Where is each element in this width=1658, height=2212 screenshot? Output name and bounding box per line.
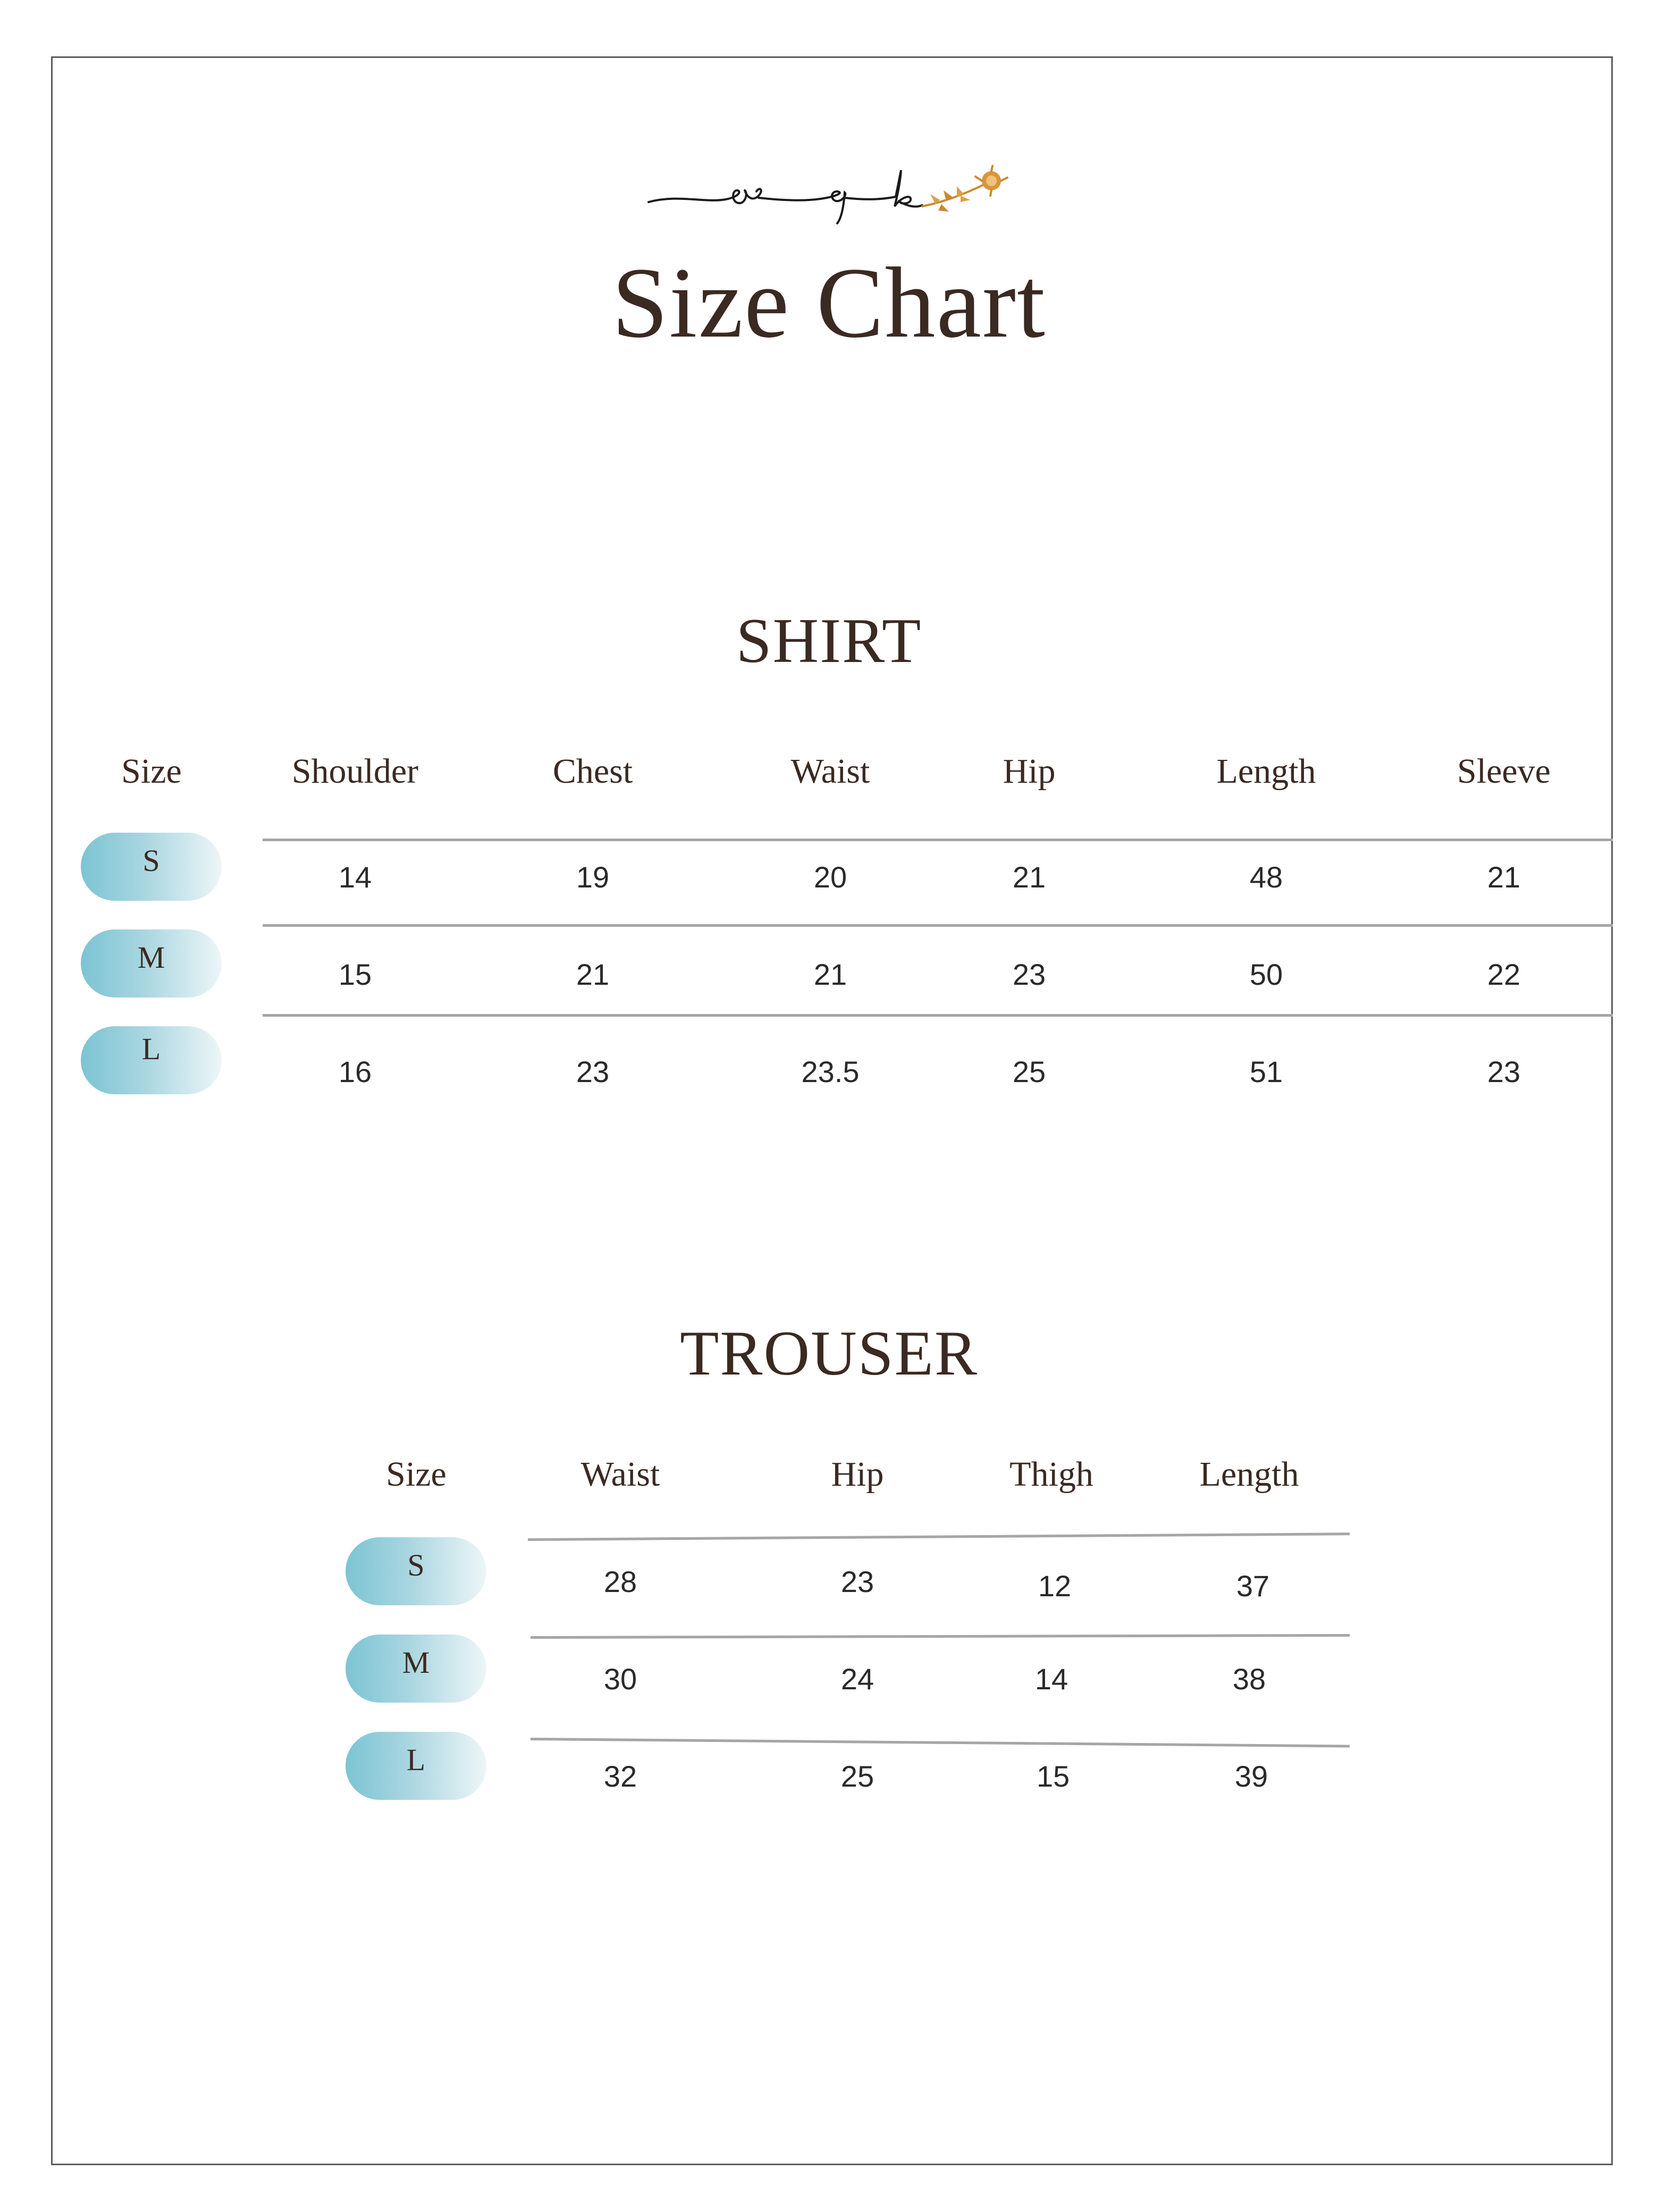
shirt-cell: 23.5 xyxy=(801,1055,860,1088)
shirt-header-size: Size xyxy=(121,752,182,791)
shirt-cell: 21 xyxy=(1012,860,1046,894)
trouser-cell: 38 xyxy=(1232,1662,1266,1696)
size-pill-s xyxy=(81,833,222,901)
trouser-cell: 30 xyxy=(603,1662,637,1696)
trouser-cell: 32 xyxy=(603,1759,637,1793)
size-pill-label: M xyxy=(137,940,165,975)
shirt-cell: 14 xyxy=(338,860,372,894)
trouser-cell: 14 xyxy=(1034,1662,1068,1696)
shirt-row-divider xyxy=(263,839,1613,841)
page-border xyxy=(51,56,1613,2165)
size-pill-s xyxy=(346,1537,486,1605)
shirt-header-shoulder: Shoulder xyxy=(291,752,419,791)
trouser-cell: 28 xyxy=(603,1565,637,1598)
size-pill-label: L xyxy=(406,1742,426,1777)
trouser-cell: 37 xyxy=(1236,1569,1270,1603)
shirt-cell: 16 xyxy=(338,1055,372,1088)
trouser-header-hip: Hip xyxy=(831,1455,884,1494)
shirt-header-length: Length xyxy=(1216,752,1316,791)
shirt-cell: 21 xyxy=(1487,860,1521,894)
shirt-cell: 15 xyxy=(338,958,372,991)
shirt-cell: 48 xyxy=(1249,860,1283,894)
shirt-cell: 50 xyxy=(1249,958,1283,991)
trouser-cell: 15 xyxy=(1036,1759,1070,1793)
trouser-section-title: TROUSER xyxy=(680,1318,978,1388)
page-title: Size Chart xyxy=(612,247,1046,359)
shirt-cell: 20 xyxy=(813,860,847,894)
size-pill-label: S xyxy=(142,843,160,878)
shirt-cell: 23 xyxy=(576,1055,610,1088)
shirt-header-chest: Chest xyxy=(552,752,633,791)
shirt-header-hip: Hip xyxy=(1003,752,1056,791)
shirt-header-waist: Waist xyxy=(790,752,870,791)
trouser-cell: 25 xyxy=(840,1759,874,1793)
size-pill-label: S xyxy=(407,1548,425,1582)
brand-logo xyxy=(646,165,1029,234)
size-pill-m xyxy=(346,1635,486,1703)
size-pill-l xyxy=(346,1732,486,1800)
shirt-cell: 21 xyxy=(576,958,610,991)
shirt-row-divider xyxy=(263,1014,1613,1017)
size-pill-label: L xyxy=(141,1032,161,1066)
shirt-section-title: SHIRT xyxy=(736,605,922,676)
shirt-header-sleeve: Sleeve xyxy=(1457,752,1551,791)
shirt-cell: 21 xyxy=(813,958,847,991)
shirt-cell: 23 xyxy=(1012,958,1046,991)
trouser-header-length: Length xyxy=(1199,1455,1299,1494)
shirt-cell: 51 xyxy=(1249,1055,1283,1088)
shirt-cell: 19 xyxy=(576,860,610,894)
size-pill-label: M xyxy=(402,1645,430,1680)
shirt-cell: 22 xyxy=(1487,958,1521,991)
shirt-cell: 25 xyxy=(1012,1055,1046,1088)
trouser-cell: 23 xyxy=(840,1565,874,1598)
shirt-cell: 23 xyxy=(1487,1055,1521,1088)
trouser-cell: 39 xyxy=(1234,1759,1268,1793)
size-pill-l xyxy=(81,1026,222,1094)
trouser-cell: 12 xyxy=(1038,1569,1072,1603)
trouser-header-thigh: Thigh xyxy=(1009,1455,1093,1494)
trouser-header-size: Size xyxy=(386,1455,447,1494)
trouser-header-waist: Waist xyxy=(580,1455,660,1494)
size-pill-m xyxy=(81,929,222,998)
trouser-cell: 24 xyxy=(840,1662,874,1696)
shirt-row-divider xyxy=(263,924,1613,927)
